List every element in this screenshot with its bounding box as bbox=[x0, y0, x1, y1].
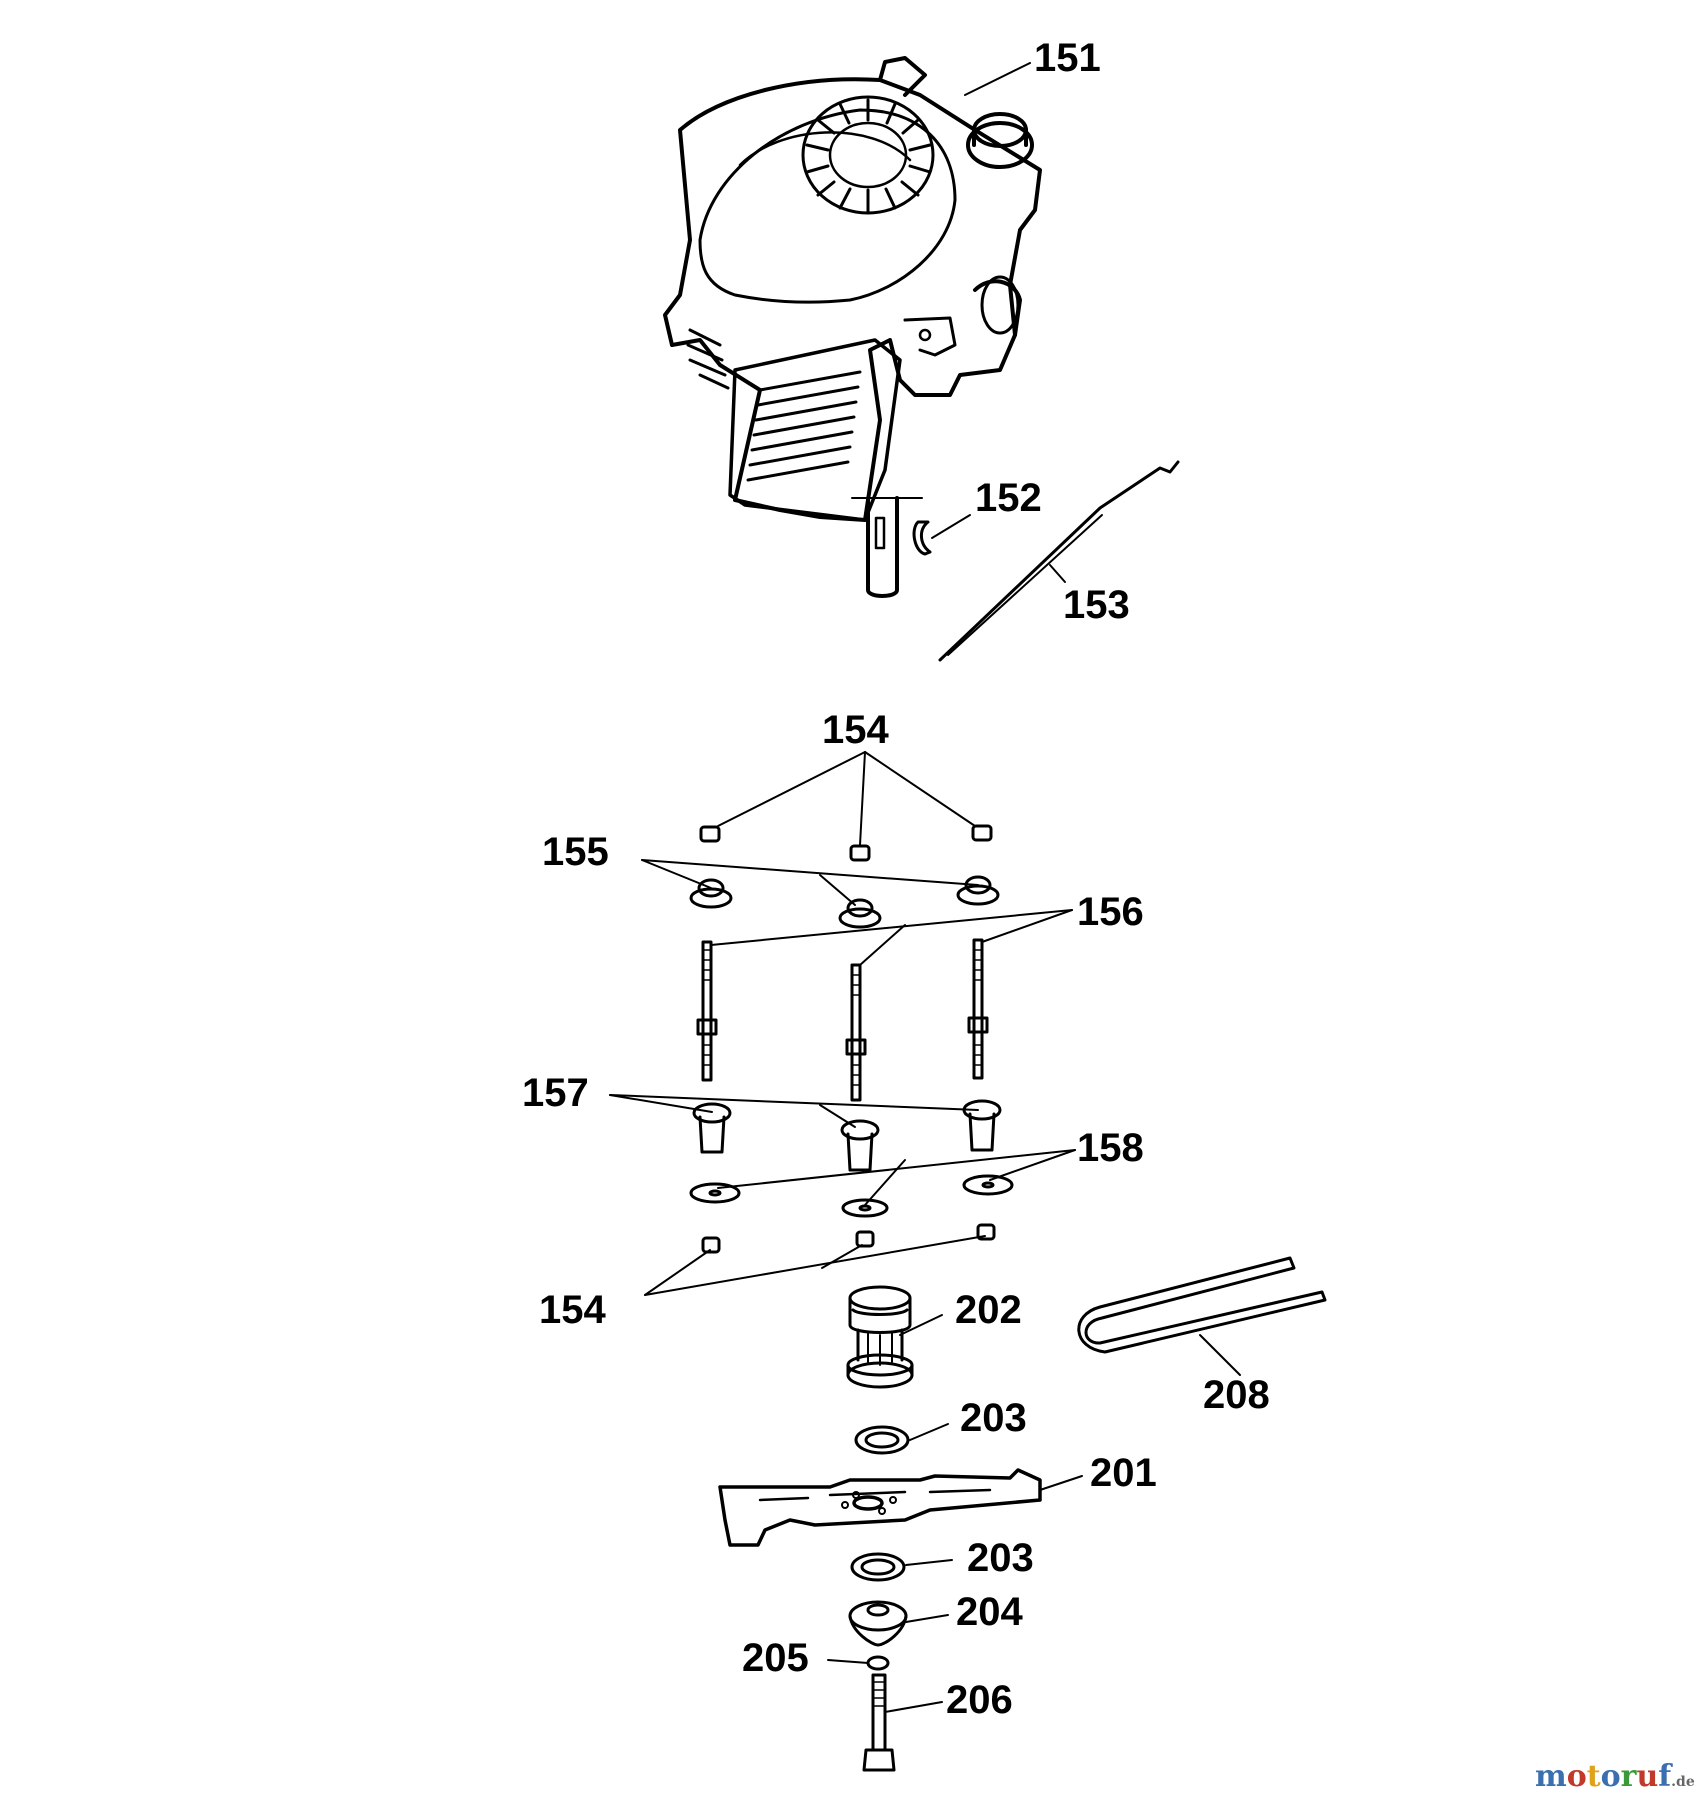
label-154-bottom: 154 bbox=[539, 1288, 606, 1332]
spacers-part-155 bbox=[691, 877, 998, 927]
label-158: 158 bbox=[1077, 1126, 1144, 1170]
blade-part-201 bbox=[720, 1470, 1040, 1545]
label-208: 208 bbox=[1203, 1373, 1270, 1417]
label-157: 157 bbox=[522, 1071, 589, 1115]
label-152: 152 bbox=[975, 476, 1042, 520]
studs-part-156 bbox=[698, 940, 987, 1100]
bolt-part-206 bbox=[864, 1675, 894, 1770]
crankshaft-key-part-152 bbox=[852, 498, 970, 596]
lock-washer-part-205 bbox=[868, 1657, 888, 1669]
label-206: 206 bbox=[946, 1678, 1013, 1722]
label-154-top: 154 bbox=[822, 708, 889, 752]
sleeves-part-157 bbox=[694, 1101, 1000, 1170]
nuts-part-154-bottom bbox=[703, 1225, 994, 1252]
engine-part-151 bbox=[665, 58, 1040, 520]
watermark-logo: motoruf.de bbox=[1535, 1759, 1695, 1794]
label-201: 201 bbox=[1090, 1451, 1157, 1495]
label-203-top: 203 bbox=[960, 1396, 1027, 1440]
pulley-part-202 bbox=[848, 1287, 912, 1387]
label-155: 155 bbox=[542, 830, 609, 874]
washer-part-203-bottom bbox=[852, 1554, 904, 1580]
label-151: 151 bbox=[1034, 36, 1101, 80]
label-153: 153 bbox=[1063, 583, 1130, 627]
label-205: 205 bbox=[742, 1636, 809, 1680]
washers-part-158 bbox=[691, 1176, 1012, 1216]
label-156: 156 bbox=[1077, 890, 1144, 934]
label-203-bottom: 203 bbox=[967, 1536, 1034, 1580]
washer-part-203-top bbox=[856, 1427, 908, 1453]
cup-washer-part-204 bbox=[850, 1602, 906, 1645]
label-202: 202 bbox=[955, 1288, 1022, 1332]
nuts-part-154-top bbox=[701, 826, 991, 860]
label-204: 204 bbox=[956, 1590, 1023, 1634]
